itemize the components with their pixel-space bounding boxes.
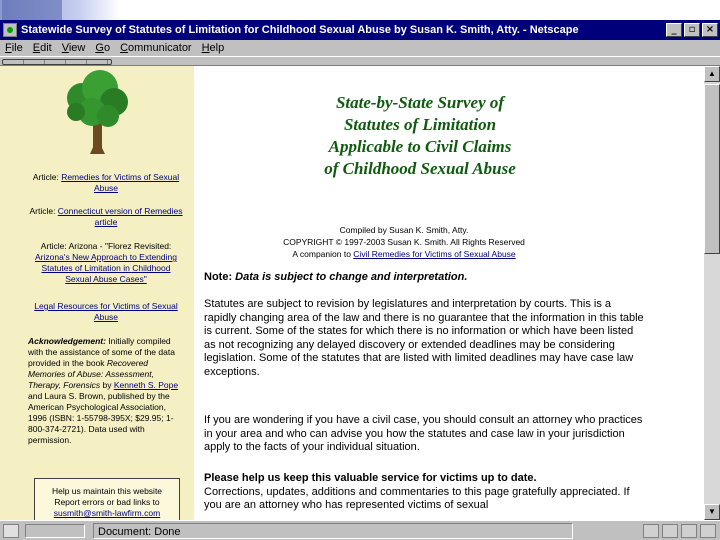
tree-icon [62,68,132,158]
article-prefix: Article: Arizona - "Florez Revisited: [40,241,172,251]
menu-communicator[interactable]: Communicator [120,42,192,54]
civil-remedies-link[interactable]: Civil Remedies for Victims of Sexual Abuse [353,249,516,259]
note-text: Data is subject to change and interpretation. [232,271,468,283]
legal-resources [28,301,184,323]
compiled-by: Compiled by Susan K. Smith, Atty. [339,225,469,235]
remedies-link[interactable]: Remedies for Victims of Sexual Abuse [61,172,180,193]
article-prefix: Article: [29,206,58,216]
paragraph-help [204,472,644,513]
page-title [274,92,566,180]
copyright: COPYRIGHT © 1997-2003 Susan K. Smith. All Rights Reserved [283,237,525,247]
main-content [194,66,704,520]
paragraph-statutes: Statutes are subject to revision by legislatures and interpretation by courts. This is a rapidly changing area of the law and there is no guarantee that the information in this table is current. Some of the states for which there is no information or which have been listed as not recognizing any delayed discovery or extended deadlines may be considering legislation. Some of the statutes that are listed with limited deadlines may have case law exceptions. [204,298,644,378]
compiled-info [254,224,554,260]
status-text: Document: Done [93,523,573,539]
progress-bar [25,524,85,538]
discussion-icon[interactable] [681,524,697,538]
help-line: Report errors or bad links to [54,497,160,507]
email-link[interactable]: susmith@smith-lawfirm.com [53,508,161,518]
scroll-up-arrow-icon[interactable]: ▲ [704,66,720,82]
help-heading: Please help us keep this valuable service for victims up to date. [204,472,537,484]
component-bar [643,524,716,538]
title-line: of Childhood Sexual Abuse [324,159,516,178]
ack-book: Recovered Memories of Abuse: Assessment, Therapy, Forensics [28,358,154,390]
vertical-scrollbar[interactable] [704,66,720,520]
ack-text: and Laura S. Brown, published by the American Psychological Association, 1996 (ISBN: 1-55798-395X; $29.95; 1-800-374-2721). Data used with permission. [28,391,174,445]
minimize-button[interactable]: _ [666,23,682,37]
article-connecticut [28,206,184,228]
status-bar [0,520,720,540]
menu-help[interactable]: Help [201,42,225,54]
window-title: Statewide Survey of Statutes of Limitation for Childhood Sexual Abuse by Susan K. Smith, Atty. - Netscape [21,24,579,36]
arizona-link[interactable]: Arizona's New Approach to Extending Statutes of Limitation in Childhood Sexual Abuse Cases" [35,252,177,284]
article-remedies [28,172,184,194]
navigator-icon[interactable] [643,524,659,538]
scroll-down-arrow-icon[interactable]: ▼ [704,504,720,520]
acknowledgement [28,336,184,446]
menu-file[interactable]: File [5,42,23,54]
article-prefix: Article: [32,172,62,182]
menu-view[interactable]: View [61,42,86,54]
legal-resources-link[interactable]: Legal Resources for Victims of Sexual Abuse [34,301,178,322]
desktop-strip [0,0,720,20]
composer-icon[interactable] [700,524,716,538]
title-line: State-by-State Survey of [335,93,505,112]
pope-link[interactable]: Kenneth S. Pope [113,380,179,390]
maximize-button[interactable]: ▫ [684,23,700,37]
title-line: Applicable to Civil Claims [328,137,512,156]
toolbar-strip [0,56,720,66]
connecticut-link[interactable]: Connecticut version of Remedies article [57,206,183,227]
page-content [0,66,704,520]
article-arizona [28,241,184,285]
collapsed-toolbar-tabs[interactable] [2,59,112,65]
sidebar [0,66,194,520]
security-lock-icon[interactable] [3,524,19,538]
netscape-icon [3,23,17,37]
help-text: Corrections, updates, additions and commentaries to this page gratefully appreciated. If you are an attorney who has represented victims of sexual [204,485,630,511]
help-line: Help us maintain this website [51,486,163,496]
menu-go[interactable]: Go [95,42,111,54]
ack-text: Initially compiled with the assistance of some of the data provided in the book [28,336,175,368]
ack-label: Acknowledgement: [28,336,106,346]
help-box [34,478,180,520]
ack-text: by [100,380,114,390]
menu-bar [0,40,720,56]
companion [254,248,554,260]
paragraph-consult: If you are wondering if you have a civil case, you should consult an attorney who practices in your area and who can advise you how the statutes and case law in your jurisdiction apply to the facts of your individual situation. [204,414,643,453]
scroll-thumb[interactable] [704,84,720,254]
title-bar[interactable] [0,20,720,40]
note-label: Note: [204,271,233,283]
companion-prefix: A companion to [292,249,354,259]
desktop-logo [2,0,62,20]
mail-icon[interactable] [662,524,678,538]
note [204,271,467,283]
menu-edit[interactable]: Edit [32,42,52,54]
title-line: Statutes of Limitation [343,115,497,134]
close-button[interactable]: × [702,23,718,37]
